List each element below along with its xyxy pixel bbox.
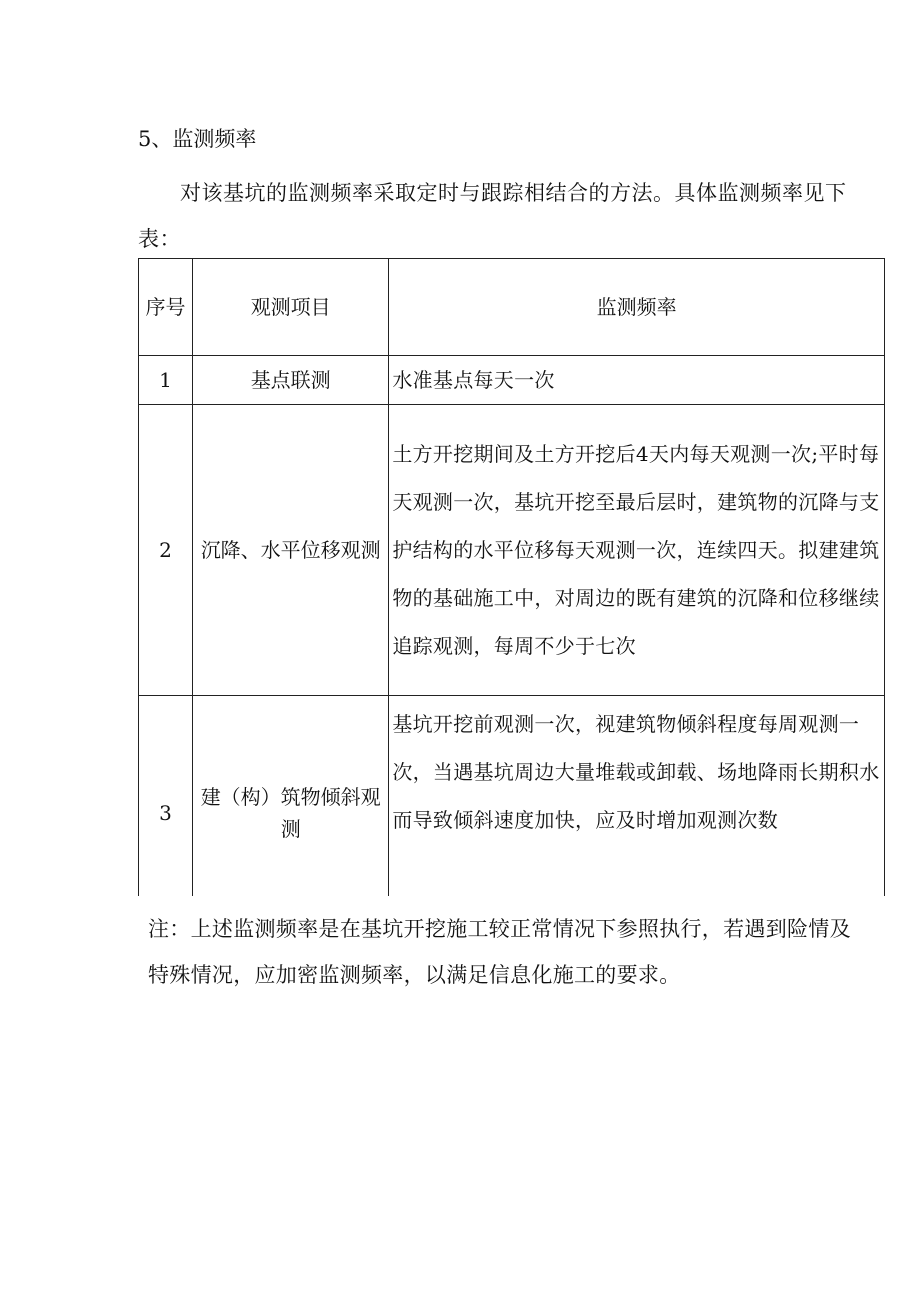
header-observation-item: 观测项目 — [193, 259, 389, 356]
row-observation-item: 建（构）筑物倾斜观测 — [193, 696, 389, 897]
row-serial-number: 2 — [139, 405, 193, 696]
monitoring-frequency-table-container — [138, 258, 886, 896]
row-monitoring-frequency: 水准基点每天一次 — [389, 356, 885, 405]
table-note: 注：上述监测频率是在基坑开挖施工较正常情况下参照执行，若遇到险情及特殊情况，应加密监测频率，以满足信息化施工的要求。 — [148, 917, 851, 987]
table-row — [139, 356, 885, 405]
table-row — [139, 405, 885, 696]
row-observation-item: 沉降、水平位移观测 — [193, 405, 389, 696]
row-monitoring-frequency: 土方开挖期间及土方开挖后4天内每天观测一次;平时每天观测一次，基坑开挖至最后层时，建筑物的沉降与支护结构的水平位移每天观测一次，连续四天。拟建建筑物的基础施工中，对周边的既有建筑的沉降和位移继续追踪观测，每周不少于七次 — [389, 405, 885, 696]
header-serial-number: 序号 — [139, 259, 193, 356]
table-row — [139, 696, 885, 897]
row-serial-number: 1 — [139, 356, 193, 405]
row-monitoring-frequency: 基坑开挖前观测一次，视建筑物倾斜程度每周观测一次，当遇基坑周边大量堆载或卸载、场地降雨长期积水而导致倾斜速度加快，应及时增加观测次数 — [389, 696, 885, 897]
header-monitoring-frequency: 监测频率 — [389, 259, 885, 356]
intro-paragraph: 对该基坑的监测频率采取定时与跟踪相结合的方法。具体监测频率见下表： — [138, 181, 847, 251]
section-heading: 5、监测频率 — [138, 127, 257, 151]
row-serial-number: 3 — [139, 696, 193, 897]
row-observation-item: 基点联测 — [193, 356, 389, 405]
table-header-row — [139, 259, 885, 356]
monitoring-frequency-table — [138, 258, 885, 896]
